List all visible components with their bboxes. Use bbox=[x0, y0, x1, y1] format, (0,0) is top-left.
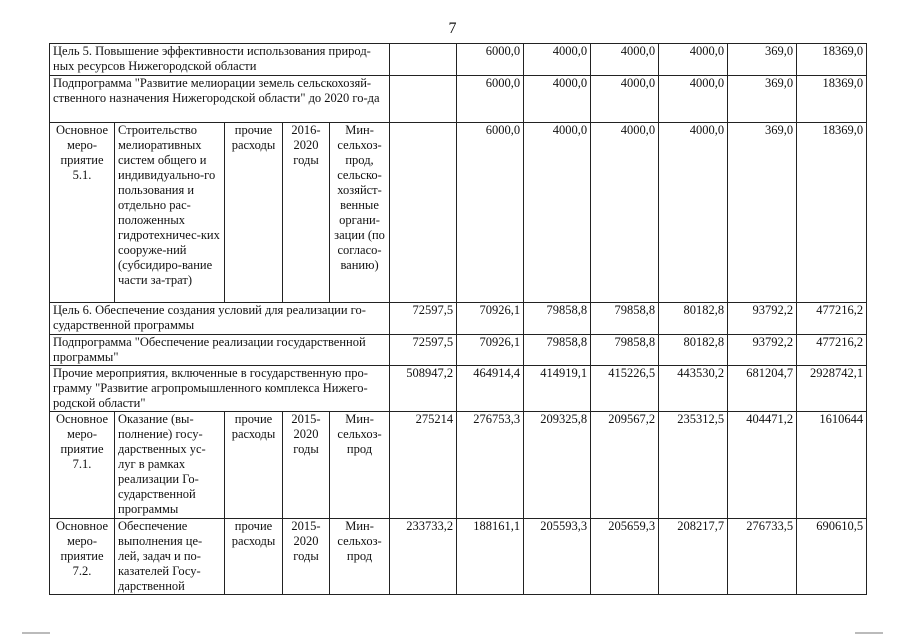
other-measures-cell: Прочие мероприятия, включенные в государственную про-грамму "Развитие агропромышленного комплекса Нижего-родской области" bbox=[50, 366, 390, 412]
measure-code-cell: Основное меро-приятие 7.1. bbox=[50, 412, 115, 519]
value-cell: 209325,8 bbox=[524, 412, 591, 519]
value-cell: 208217,7 bbox=[659, 519, 728, 595]
value-cell: 79858,8 bbox=[591, 335, 659, 366]
value-cell: 18369,0 bbox=[797, 76, 867, 123]
table-row bbox=[50, 412, 867, 519]
page-number: 7 bbox=[448, 20, 457, 37]
table-row bbox=[50, 366, 867, 412]
value-cell: 205593,3 bbox=[524, 519, 591, 595]
value-cell: 80182,8 bbox=[659, 303, 728, 335]
value-cell: 404471,2 bbox=[728, 412, 797, 519]
value-cell: 369,0 bbox=[728, 44, 797, 76]
value-cell: 70926,1 bbox=[457, 335, 524, 366]
period-cell: 2015-2020 годы bbox=[283, 519, 330, 595]
value-cell: 79858,8 bbox=[524, 335, 591, 366]
value-cell: 477216,2 bbox=[797, 303, 867, 335]
expense-category-cell: прочие расходы bbox=[225, 519, 283, 595]
value-cell: 4000,0 bbox=[524, 76, 591, 123]
value-cell: 1610644 bbox=[797, 412, 867, 519]
table-row bbox=[50, 44, 867, 76]
table-row bbox=[50, 519, 867, 595]
value-cell: 70926,1 bbox=[457, 303, 524, 335]
value-cell: 690610,5 bbox=[797, 519, 867, 595]
value-cell: 72597,5 bbox=[390, 303, 457, 335]
value-cell: 80182,8 bbox=[659, 335, 728, 366]
executor-cell: Мин-сельхоз-прод, сельско-хозяйст-венные органи-зации (по согласо-ванию) bbox=[330, 123, 390, 303]
measure-name-cell: Оказание (вы-полнение) госу-дарственных ус-луг в рамках реализации Го-сударственной программы bbox=[115, 412, 225, 519]
scan-edge-mark bbox=[22, 632, 50, 634]
value-cell: 233733,2 bbox=[390, 519, 457, 595]
value-cell: 4000,0 bbox=[591, 123, 659, 303]
value-cell bbox=[390, 44, 457, 76]
value-cell: 4000,0 bbox=[659, 44, 728, 76]
value-cell: 415226,5 bbox=[591, 366, 659, 412]
value-cell: 414919,1 bbox=[524, 366, 591, 412]
value-cell: 477216,2 bbox=[797, 335, 867, 366]
value-cell: 4000,0 bbox=[659, 123, 728, 303]
measure-code-cell: Основное меро-приятие 7.2. bbox=[50, 519, 115, 595]
value-cell: 369,0 bbox=[728, 76, 797, 123]
value-cell: 18369,0 bbox=[797, 123, 867, 303]
value-cell: 681204,7 bbox=[728, 366, 797, 412]
measure-name-cell: Обеспечение выполнения це-лей, задач и по-казателей Госу-дарственной bbox=[115, 519, 225, 595]
value-cell: 369,0 bbox=[728, 123, 797, 303]
goal-cell: Цель 6. Обеспечение создания условий для реализации го-сударственной программы bbox=[50, 303, 390, 335]
value-cell: 72597,5 bbox=[390, 335, 457, 366]
value-cell: 93792,2 bbox=[728, 303, 797, 335]
table-row bbox=[50, 303, 867, 335]
value-cell: 2928742,1 bbox=[797, 366, 867, 412]
value-cell: 18369,0 bbox=[797, 44, 867, 76]
executor-cell: Мин-сельхоз-прод bbox=[330, 519, 390, 595]
measure-name-cell: Строительство мелиоративных систем общего и индивидуально-го пользования и отдельно рас-положенных гидротехничес-ких сооруже-ний (субсидиро-вание части за-трат) bbox=[115, 123, 225, 303]
value-cell: 275214 bbox=[390, 412, 457, 519]
value-cell: 188161,1 bbox=[457, 519, 524, 595]
value-cell bbox=[390, 123, 457, 303]
goal-cell: Цель 5. Повышение эффективности использования природ-ных ресурсов Нижегородской области bbox=[50, 44, 390, 76]
value-cell: 79858,8 bbox=[524, 303, 591, 335]
value-cell: 464914,4 bbox=[457, 366, 524, 412]
value-cell: 235312,5 bbox=[659, 412, 728, 519]
period-cell: 2016-2020 годы bbox=[283, 123, 330, 303]
value-cell: 276733,5 bbox=[728, 519, 797, 595]
table-row bbox=[50, 335, 867, 366]
value-cell: 93792,2 bbox=[728, 335, 797, 366]
value-cell: 508947,2 bbox=[390, 366, 457, 412]
scan-edge-mark bbox=[855, 632, 883, 634]
value-cell: 6000,0 bbox=[457, 76, 524, 123]
value-cell: 6000,0 bbox=[457, 44, 524, 76]
executor-cell: Мин-сельхоз-прод bbox=[330, 412, 390, 519]
expense-category-cell: прочие расходы bbox=[225, 123, 283, 303]
subprogram-cell: Подпрограмма "Обеспечение реализации государственной программы" bbox=[50, 335, 390, 366]
subprogram-cell: Подпрограмма "Развитие мелиорации земель сельскохозяй-ственного назначения Нижегородской области" до 2020 го-да bbox=[50, 76, 390, 123]
value-cell bbox=[390, 76, 457, 123]
budget-table bbox=[49, 43, 867, 595]
table-row bbox=[50, 76, 867, 123]
value-cell: 4000,0 bbox=[591, 76, 659, 123]
value-cell: 276753,3 bbox=[457, 412, 524, 519]
value-cell: 205659,3 bbox=[591, 519, 659, 595]
measure-code-cell: Основное меро-приятие 5.1. bbox=[50, 123, 115, 303]
period-cell: 2015-2020 годы bbox=[283, 412, 330, 519]
value-cell: 79858,8 bbox=[591, 303, 659, 335]
value-cell: 4000,0 bbox=[591, 44, 659, 76]
value-cell: 4000,0 bbox=[659, 76, 728, 123]
value-cell: 209567,2 bbox=[591, 412, 659, 519]
value-cell: 443530,2 bbox=[659, 366, 728, 412]
value-cell: 4000,0 bbox=[524, 44, 591, 76]
table-row bbox=[50, 123, 867, 303]
value-cell: 6000,0 bbox=[457, 123, 524, 303]
value-cell: 4000,0 bbox=[524, 123, 591, 303]
expense-category-cell: прочие расходы bbox=[225, 412, 283, 519]
